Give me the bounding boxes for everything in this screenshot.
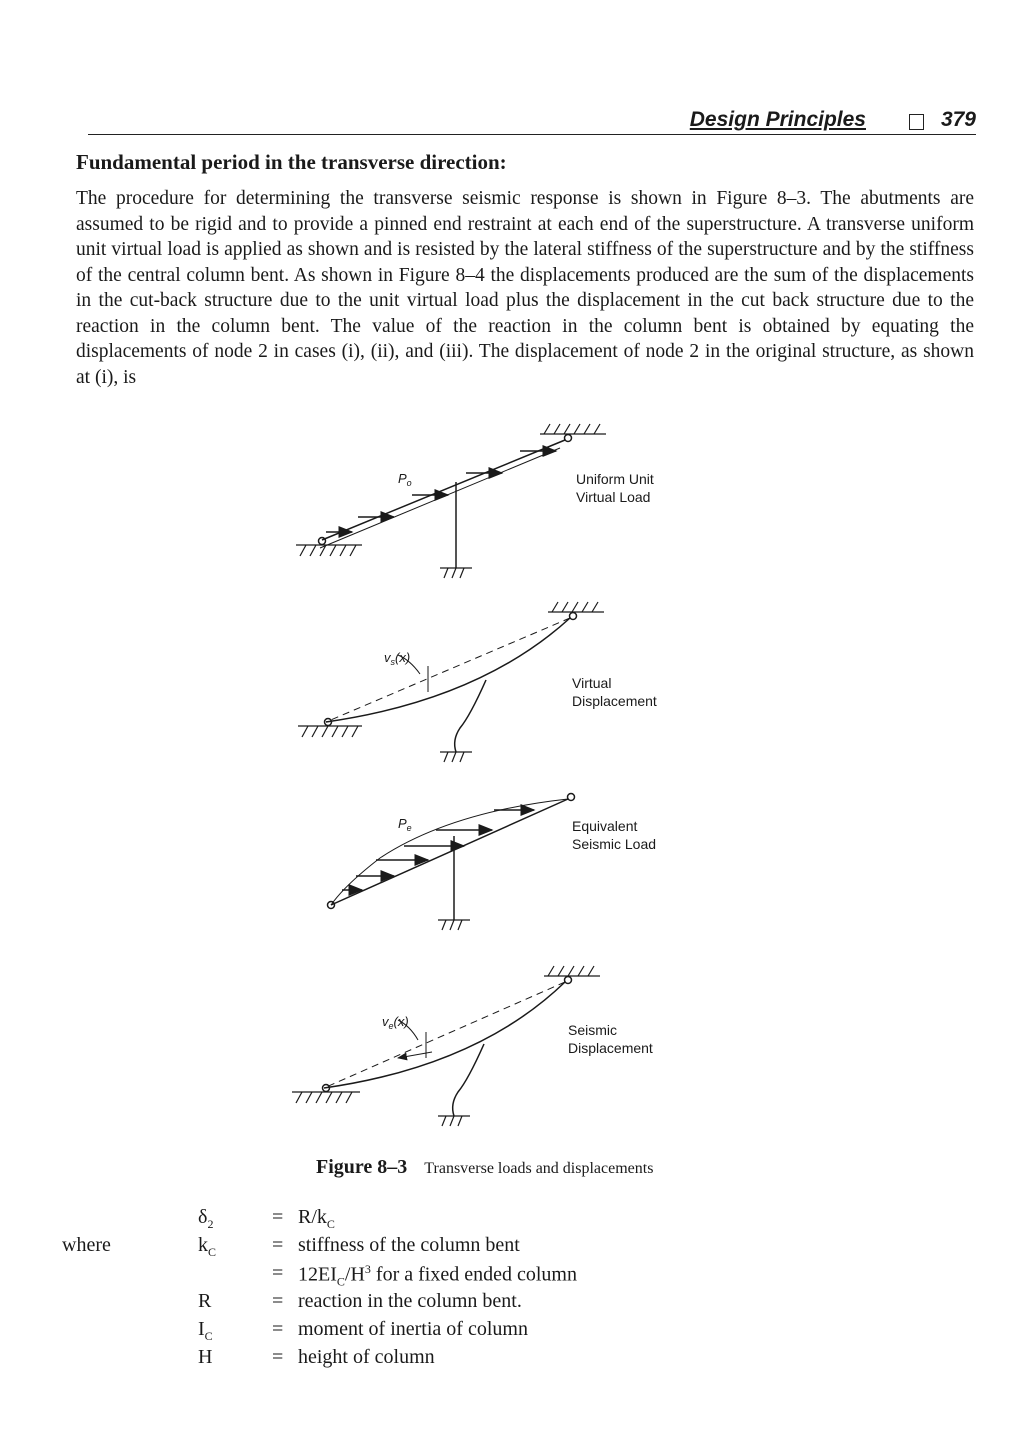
- column-base-hatch: [440, 568, 472, 578]
- label-virtual-load: Virtual Load: [576, 489, 651, 505]
- def-expression: $R/k_C$: [298, 1206, 335, 1231]
- caption-text: Transverse loads and displacements: [424, 1160, 654, 1177]
- definition-row: [0, 1290, 700, 1316]
- section-title: Design Principles: [689, 108, 866, 131]
- def-symbol: H: [198, 1346, 213, 1368]
- column-base-hatch: [438, 920, 470, 930]
- def-expression: moment of inertia of column: [298, 1318, 528, 1340]
- page-number: 379: [940, 108, 976, 131]
- def-equals: =: [272, 1318, 284, 1340]
- label-seismic-load: Seismic Load: [572, 836, 657, 852]
- body-paragraph: The procedure for determining the transverse seismic response is shown in Figure 8–3. The abutments are assumed to be rigid and to provide a pinned end restraint at each end of the superstructure. A transverse uniform unit virtual load is applied as shown and is resisted by the lateral stiffness of the superstructure and by the stiffness of the central column bent. As shown in Figure 8–4 the displacements produced are the sum of the displacements in the cut-back structure due to the unit virtual load plus the displacement in the cut back structure due to the reaction in the column bent. The value of the reaction in the column bent is obtained by equating the displacements of node 2 in cases (i), (ii), and (iii). The displacement of node 2 in the original structure, as shown at (i), is: [76, 188, 974, 388]
- label-seismic-displacement: Displacement: [568, 1040, 653, 1056]
- symbol-vs: $v_s(x)$: [384, 650, 411, 667]
- load-arrows: [342, 810, 534, 890]
- def-expression: reaction in the column bent.: [298, 1290, 522, 1312]
- def-equals: =: [272, 1234, 284, 1256]
- panel-virtual-displacement: [298, 602, 604, 762]
- def-expression: $12EI_C/H^3$ for a fixed ended column: [298, 1262, 577, 1289]
- def-equals: =: [272, 1346, 284, 1368]
- top-support-hatch: [544, 966, 600, 976]
- undeformed-dashed: [326, 618, 570, 722]
- where-label: where: [62, 1234, 111, 1256]
- definition-row: [0, 1234, 700, 1260]
- definition-row: [0, 1206, 700, 1232]
- superstructure-line: [331, 799, 568, 905]
- def-expression: height of column: [298, 1346, 435, 1368]
- panel-seismic-load: [328, 794, 575, 931]
- column-base-hatch: [438, 1116, 470, 1126]
- label-displacement: Displacement: [572, 693, 657, 709]
- definition-row: [0, 1262, 700, 1288]
- bottom-support-hatch: [296, 545, 362, 556]
- label-uniform-unit: Uniform Unit: [576, 471, 654, 487]
- column-deflected: [453, 1044, 484, 1116]
- undeformed-dashed: [324, 982, 565, 1088]
- symbol-po: $P_o$: [398, 471, 412, 488]
- figure-caption: [316, 1156, 653, 1179]
- def-symbol: $k_C$: [198, 1234, 217, 1259]
- panel-seismic-displacement: [292, 966, 600, 1126]
- caption-number: Figure 8–3: [316, 1156, 408, 1178]
- def-symbol: $\delta_2$: [198, 1206, 214, 1231]
- bottom-support-hatch: [298, 726, 362, 737]
- load-outline: [320, 448, 560, 548]
- superstructure-line: [322, 440, 565, 540]
- bottom-support-hatch: [292, 1092, 360, 1103]
- symbol-ve: $v_e(x)$: [382, 1014, 409, 1031]
- top-support-hatch: [540, 424, 606, 434]
- def-equals: =: [272, 1290, 284, 1312]
- def-symbol: R: [198, 1290, 212, 1312]
- label-equivalent: Equivalent: [572, 818, 638, 834]
- top-support-hatch: [548, 602, 604, 612]
- label-virtual: Virtual: [572, 675, 612, 691]
- definition-row: [0, 1346, 700, 1372]
- def-equals: =: [272, 1206, 284, 1228]
- label-seismic: Seismic: [568, 1022, 618, 1038]
- section-heading: Fundamental period in the transverse direction:: [76, 150, 507, 174]
- definition-row: [0, 1318, 700, 1344]
- def-equals: =: [272, 1262, 284, 1284]
- def-expression: stiffness of the column bent: [298, 1234, 520, 1256]
- column-base-hatch: [440, 752, 472, 762]
- panel-uniform-load: [296, 424, 606, 578]
- column-deflected: [455, 680, 486, 752]
- symbol-pe: $P_e$: [398, 816, 412, 833]
- def-symbol: $I_C$: [198, 1318, 213, 1343]
